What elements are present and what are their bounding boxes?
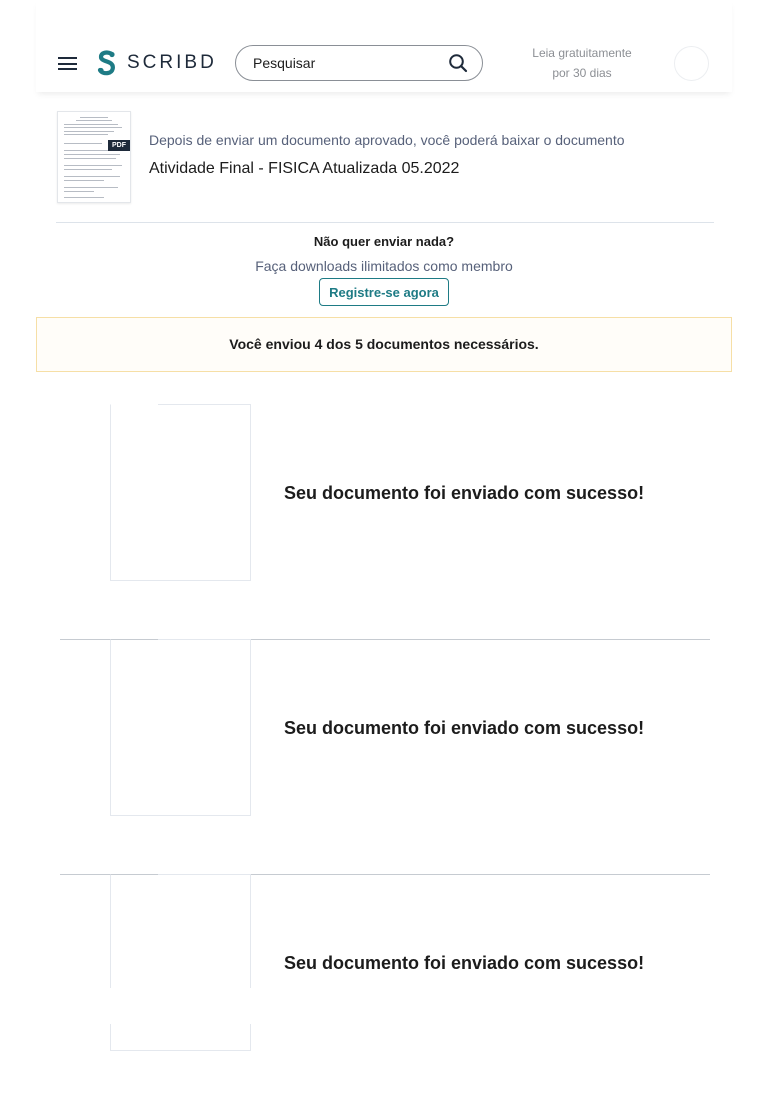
scribd-logo[interactable] <box>96 50 217 76</box>
pdf-badge: PDF <box>108 140 130 151</box>
register-button[interactable]: Registre-se agora <box>319 278 449 306</box>
uploaded-document-2 <box>60 639 710 875</box>
free-trial-link[interactable] <box>512 43 652 83</box>
user-avatar[interactable] <box>674 46 709 81</box>
search-box[interactable] <box>235 45 483 81</box>
document-thumbnail[interactable] <box>57 111 131 203</box>
document-title[interactable]: Atividade Final - FISICA Atualizada 05.2022 <box>149 160 460 177</box>
upload-success-message: Seu documento foi enviado com sucesso! <box>284 953 645 973</box>
cta-subtitle: Faça downloads ilimitados como membro <box>255 258 513 274</box>
scribd-logo-icon <box>96 50 118 76</box>
cta-question: Não quer enviar nada? <box>313 234 455 249</box>
document-preview-placeholder <box>110 639 251 816</box>
top-header <box>36 0 732 92</box>
logo-text: SCRIBD <box>127 52 217 73</box>
download-note: Depois de enviar um documento aprovado, você poderá baixar o documento <box>149 132 625 148</box>
document-preview-placeholder <box>110 874 251 1051</box>
hamburger-menu-icon[interactable] <box>58 57 77 70</box>
document-row <box>56 111 714 223</box>
search-input[interactable] <box>251 54 435 72</box>
bottom-edge <box>36 988 730 1024</box>
upload-success-message: Seu documento foi enviado com sucesso! <box>284 718 645 738</box>
trial-line-1: Leia gratuitamente <box>532 46 632 60</box>
document-preview-placeholder <box>110 404 251 581</box>
upload-progress-notice: Você enviou 4 dos 5 documentos necessários. <box>36 317 732 372</box>
upload-success-message: Seu documento foi enviado com sucesso! <box>284 483 645 503</box>
membership-cta <box>0 232 768 306</box>
trial-line-2: por 30 dias <box>552 66 612 80</box>
search-icon[interactable] <box>448 53 468 73</box>
uploaded-document-1 <box>60 404 710 640</box>
